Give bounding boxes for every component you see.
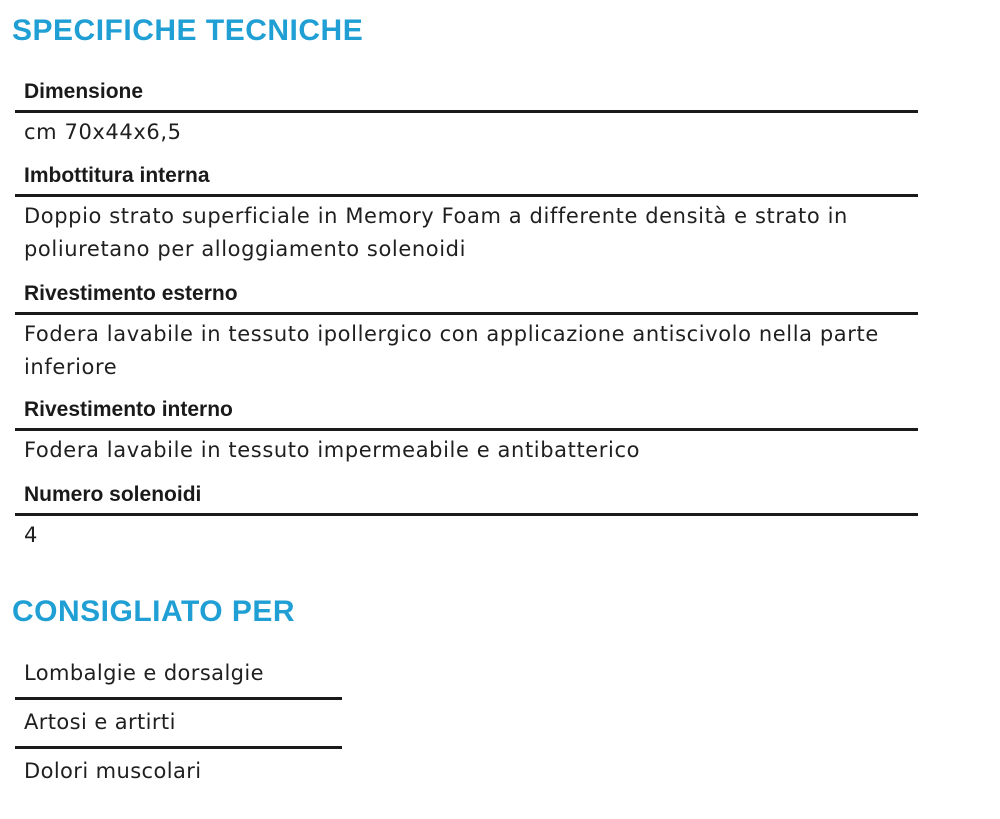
spec-label: Rivestimento interno: [24, 398, 233, 421]
spec-divider: [15, 312, 918, 315]
recommended-item: Artosi e artirti: [24, 710, 176, 734]
spec-divider: [15, 513, 918, 516]
spec-divider: [15, 428, 918, 431]
specs-title: SPECIFICHE TECNICHE: [12, 14, 364, 47]
spec-value: Fodera lavabile in tessuto impermeabile e antibatterico: [24, 438, 641, 462]
recommended-title: CONSIGLIATO PER: [12, 595, 296, 628]
spec-value: 4: [24, 523, 38, 547]
recommended-item: Dolori muscolari: [24, 759, 202, 783]
spec-label: Rivestimento esterno: [24, 282, 238, 305]
spec-value: cm 70x44x6,5: [24, 120, 182, 144]
recommended-divider: [15, 697, 342, 700]
spec-label: Imbottitura interna: [24, 164, 210, 187]
recommended-item: Lombalgie e dorsalgie: [24, 661, 264, 685]
spec-label: Dimensione: [24, 80, 144, 103]
spec-divider: [15, 194, 918, 197]
recommended-divider: [15, 746, 342, 749]
spec-divider: [15, 110, 918, 113]
spec-value: Doppio strato superficiale in Memory Foam a differente densità e strato in poliuretano per alloggiamento solenoidi: [24, 204, 848, 261]
spec-label: Numero solenoidi: [24, 483, 202, 506]
spec-value: Fodera lavabile in tessuto ipollergico con applicazione antiscivolo nella parte inferiore: [24, 322, 879, 379]
